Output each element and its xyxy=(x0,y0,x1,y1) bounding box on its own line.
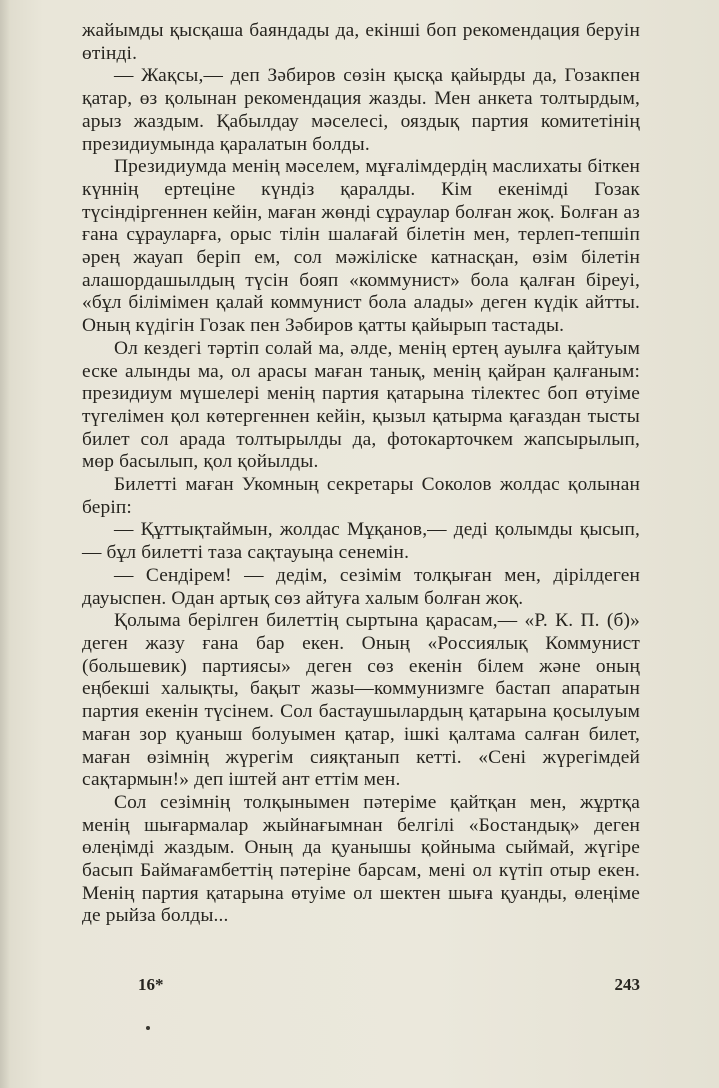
paragraph: Билетті маған Укомның секретары Соколов жолдас қолынан беріп: xyxy=(82,474,640,518)
ink-speck xyxy=(146,1026,150,1030)
paragraph: Сол сезімнің толқынымен пәтеріме қайтқан мен, жұртқа менің шығармалар жыйнағымнан белгілі «Бостандық» деген өлеңімді жаздым. Оның да қуанышы қойныма сыймай, жүгіре басып Баймағамбеттің пәтеріне барсам, мені ол күтіп отыр екен. Менің партия қатарына өтуіме ол шектен шыға қуанды, өлеңіме де рыйза болды... xyxy=(82,791,640,927)
paragraph: Президиумда менің мәселем, мұғалімдердің маслихаты біткен күннің ертеціне күндіз қаралды. Кім екенімді Гозак түсіндіргеннен кейін, маған жөнді сұраулар болған жоқ. Болған аз ғана сұрауларға, орыс тілін шалағай білетін мен, терлеп-тепшіп әрең жауап беріп ем, сол мәжіліске катнасқан, өзім білетін алашордашылдың түсін бояп «коммунист» бола қалған біреуі, «бұл білімімен қалай коммунист бола алады» деген күдік айтты. Оның күдігін Гозак пен Зәбиров қатты қайырып тастады. xyxy=(82,156,640,337)
paragraph: — Құттықтаймын, жолдас Мұқанов,— деді қолымды қысып,— бұл билетті таза сақтауыңа сенемін. xyxy=(82,519,640,564)
paragraph: жайымды қысқаша баяндады да, екінші боп рекомендация беруін өтінді. xyxy=(82,20,640,64)
paragraph: Қолыма берілген билеттің сыртына қарасам,— «Р. К. П. (б)» деген жазу ғана бар екен. Оның «Россиялық Коммунист (большевик) партиясы» деген сөз екенін білем және оның еңбекші халықты, бақыт жазы—коммунизмге бастап апаратын партия екенін түсінем. Сол бастаушылардың қатарына қосылуым маған зор қуаныш болуымен қатар, ішкі қалтама салған билет, маған өзімнің жүрегім сияқтанып кетті. «Сені жүрегімдей сақтармын!» деп іштей ант еттім мен. xyxy=(82,610,640,791)
page-number: 243 xyxy=(614,975,640,994)
paragraph: — Жақсы,— деп Зәбиров сөзін қысқа қайырды да, Гозакпен қатар, өз қолынан рекомендация жазды. Мен анкета толтырдым, арыз жаздым. Қабылдау мәселесі, ояздық партия комитетінің президиумында қаралатын болды. xyxy=(82,65,640,155)
paragraph: — Сендірем! — дедім, сезімім толқыған мен, дірілдеген дауыспен. Одан артық сөз айтуға халым болған жоқ. xyxy=(82,564,640,609)
page-footer xyxy=(82,975,640,999)
page-edge-shadow xyxy=(0,0,10,1088)
paragraph: Ол кездегі тәртіп солай ма, әлде, менің ертең ауылға қайтуым еске алынды ма, ол арасы маған танық, менің қайран қалғаным: президиум мүшелері менің партия қатарына тілектес боп өтуімe түгелімен қол көтергеннен кейін, қызыл қатырма қағаздан тысты билет сол арада толтырылды да, фотокарточкем жапсырылып, мөр басылып, қол қойылды. xyxy=(82,337,640,473)
signature-mark: 16* xyxy=(138,975,164,994)
body-text xyxy=(82,20,640,928)
